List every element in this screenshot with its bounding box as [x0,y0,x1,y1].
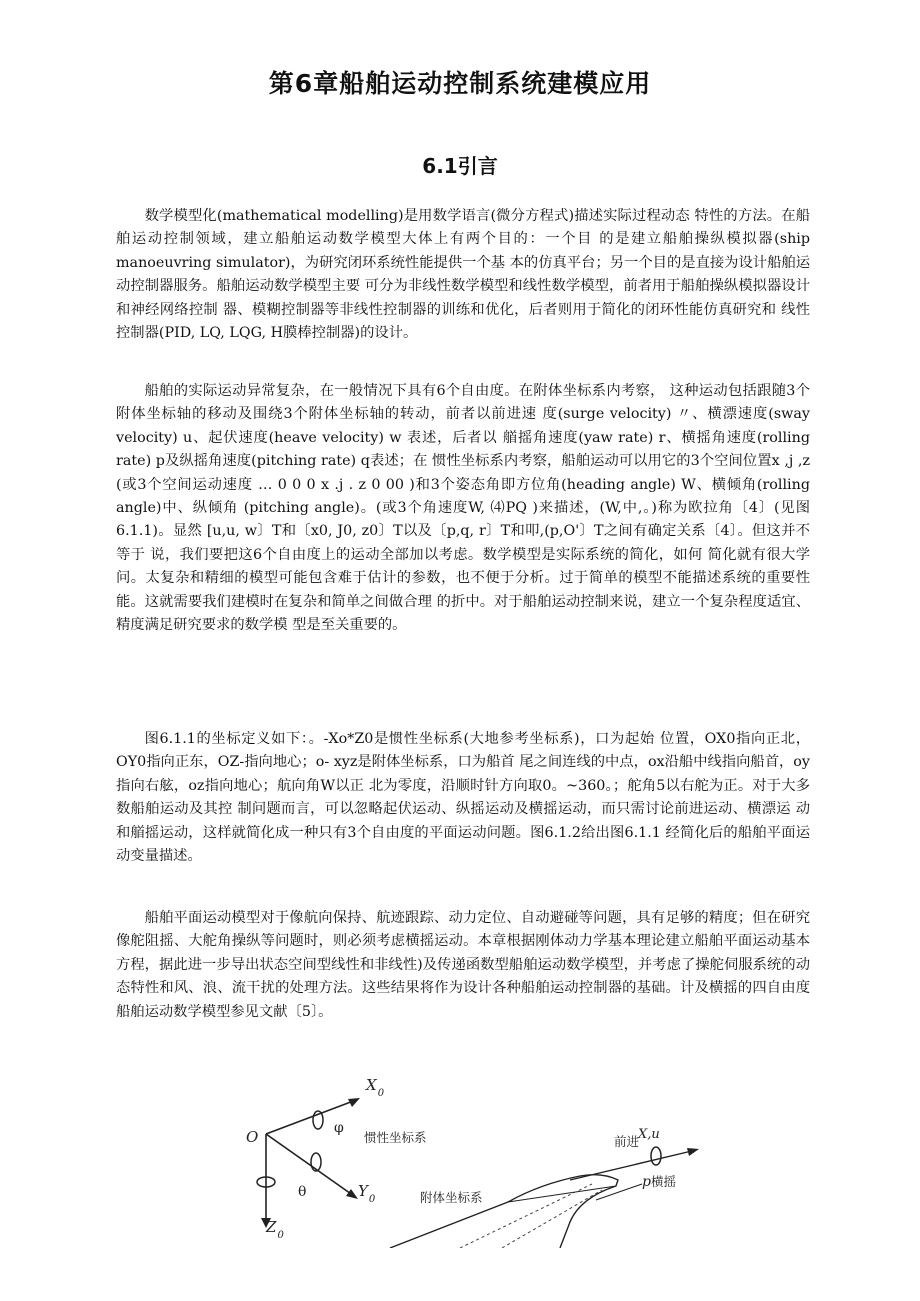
y0-axis-subscript: 0 [368,1194,376,1205]
roll-label: 横摇 [651,1174,677,1189]
paragraph-2-text: 船舶的实际运动异常复杂，在一般情况下具有6个自由度。在附体坐标系内考察， 这种运动包括跟随3个附体坐标轴的移动及围绕3个附体坐标轴的转动，前者以前进速 度(surge velocity) 〃、横漂速度(sway velocity) u、起伏速度(heave velocity) w 表述，后者以 艏摇角速度(yaw rate) r、横摇角速度(rolling rate) p及纵摇角速度(pitching rate) q表述；在 惯性坐标系内考察，船舶运动可以用它的3个空间位置x ,j ,z (或3个空间运动速度 … 0 0 0 x .j . z 0 00 )和3个姿态角即方位角(heading angle) W、横倾角(rolling angle)中、纵倾角 (pitching angle)。(或3个角速度W, ⑷PQ )来描述，(W,中,。)称为欧拉角〔4〕(见图6.1.1)。显然 [u,u, w〕T和〔x0, J0, z0〕T以及〔p,q, r〕T和叩,(p,O'〕T之间有确定关系〔4〕。但这并不等于 说，我们要把这6个自由度上的运动全部加以考虑。数学模型是实际系统的简化，如何 简化就有很大学问。太复杂和精细的模型可能包含难于估计的参数，也不便于分析。过于简单的模型不能描述系统的重要性能。这就需要我们建模时在复杂和简单之间做合理 的折中。对于船舶运动控制来说，建立一个复杂程度适宜、精度满足研究要求的数学模 型是至关重要的。 [116,383,810,634]
z0-axis-label [265,1218,284,1241]
ship-hull [390,1175,618,1248]
paragraph-3-text: 图6.1.1的坐标定义如下：。-Xo*Z0是惯性坐标系(大地参考坐标系)，口为起始 位置，OX0指向正北，OY0指向正东，OZ-指向地心；o- xyz是附体坐标系，口为船首 尾之间连线的中点，ox沿船中线指向船首，oy指向右舷，oz指向地心；航向角W以正 北为零度，沿顺时针方向取0。~360。；舵角5以右舵为正。对于大多数船舶运动及其控 制问题而言，可以忽略起伏运动、纵摇运动及横摇运动，而只需讨论前进运动、横漂运 动和艏摇运动，这样就简化成一种只有3个自由度的平面运动问题。图6.1.2给出图6.1.1 经简化后的船舶平面运动变量描述。 [116,731,810,865]
figure-coordinate-diagram [240,1072,700,1248]
phi-label: φ [334,1120,344,1136]
y0-axis-label [358,1182,376,1205]
forward-label: 前进 [614,1134,640,1149]
y0-axis-line [266,1134,354,1196]
paragraph-1 [116,205,810,345]
body-p-line [596,1184,642,1200]
theta-label: θ [298,1184,307,1200]
origin-label: O [246,1128,259,1146]
paragraph-1-text: 数学模型化(mathematical modelling)是用数学语言(微分方程式)描述实际过程动态 特性的方法。在船舶运动控制领域，建立船舶运动数学模型大体上有两个目的：一个目 的是建立船舶操纵模拟器(ship manoeuvring simulator)，为研究闭环系统性能提供一个基 本的仿真平台；另一个目的是直接为设计船舶运动控制器服务。船舶运动数学模型主要 可分为非线性数学模型和线性数学模型，前者用于船舶操纵模拟器设计和神经网络控制 器、模糊控制器等非线性控制器的训练和优化，后者则用于简化的闭环性能仿真研究和 线性控制器(PID, LQ, LQG, H膜棒控制器)的设计。 [116,208,810,342]
paragraph-4 [116,907,810,1024]
section-title: 6.1引言 [422,154,498,178]
inertial-frame-label: 惯性坐标系 [364,1130,427,1145]
x0-axis-arrow-icon [348,1098,360,1107]
body-x-axis-line [570,1150,696,1180]
paragraph-2 [116,380,810,637]
x0-axis-subscript: 0 [377,1088,385,1099]
x0-axis-label [365,1076,385,1099]
paragraph-4-text: 船舶平面运动模型对于像航向保持、航迹跟踪、动力定位、自动避碰等问题，具有足够的精度；但在研究像舵阻摇、大舵角操纵等问题时，则必须考虑横摇运动。本章根据刚体动力学基本理论建立船舶平面运动基本方程，据此进一步导出状态空间型线性和非线性)及传递函数型船舶运动数学模型，并考虑了操舵伺服系统的动态特性和风、浪、流干扰的处理方法。这些结果将作为设计各种船舶运动控制器的基础。计及横摇的四自由度船舶运动数学模型参见文献〔5〕。 [116,910,810,1020]
z0-axis-subscript: 0 [277,1230,284,1241]
y0-axis-arrow-icon [346,1189,358,1199]
x0-axis-name: X [366,1076,377,1094]
y0-axis-name: Y [358,1182,368,1200]
p-label: p [642,1174,651,1190]
coordinate-diagram [240,1072,700,1248]
roll-rotation-icon [651,1147,661,1165]
body-x-axis-arrow-icon [687,1148,699,1156]
paragraph-3 [116,728,810,868]
hull-diagonal [502,1190,602,1248]
body-frame-label: 附体坐标系 [420,1190,483,1205]
z0-axis-name: Z [266,1218,277,1236]
x-u-label: X,u [638,1127,660,1142]
chapter-title: 第6章船舶运动控制系统建模应用 [268,69,652,98]
